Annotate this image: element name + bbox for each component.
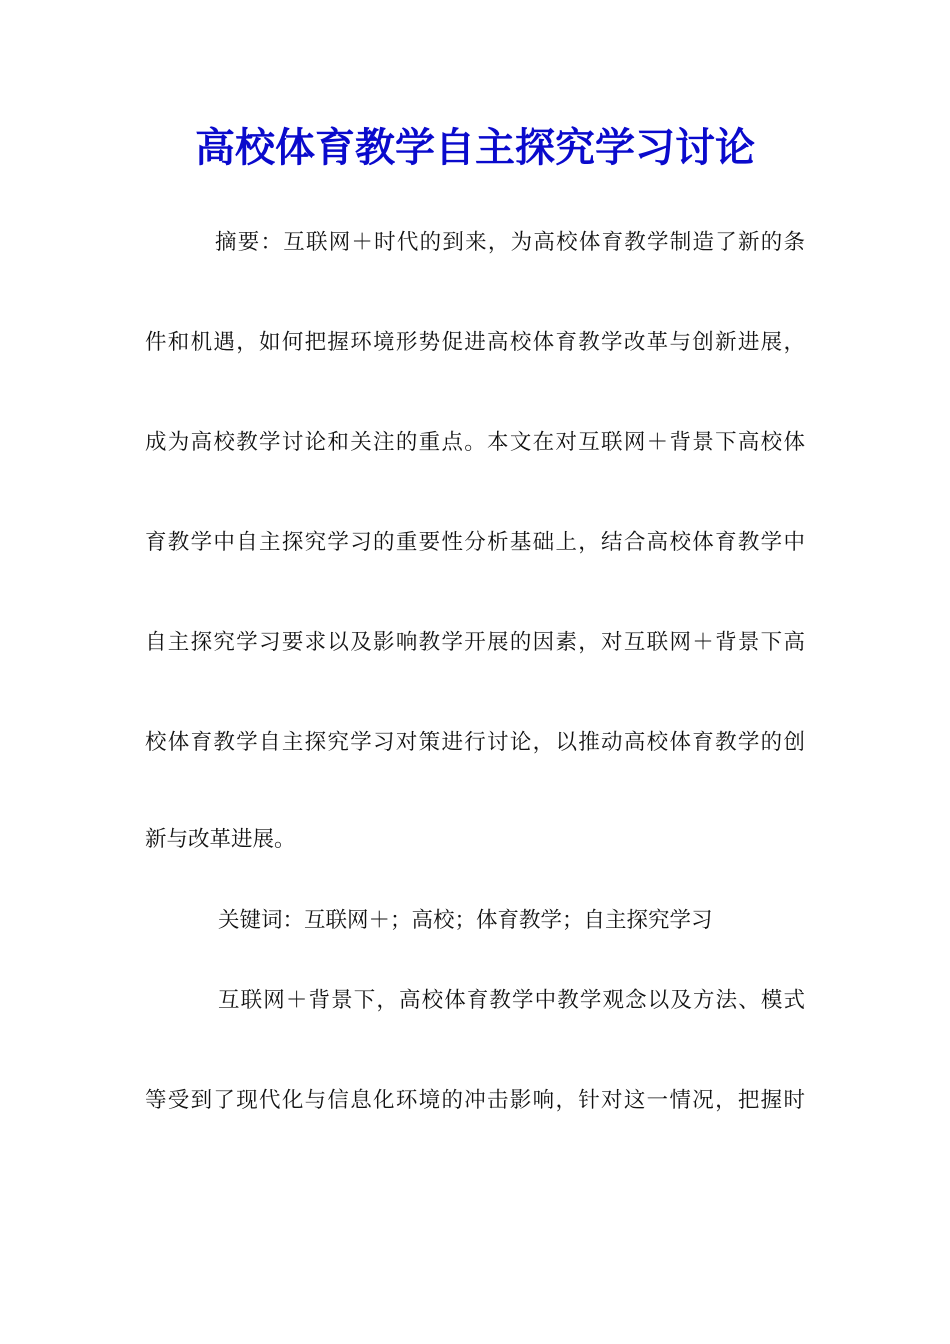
abstract-line: 校体育教学自主探究学习对策进行讨论，以推动高校体育教学的创	[145, 730, 805, 755]
abstract-line: 新与改革进展。	[145, 827, 296, 852]
abstract-line: 成为高校教学讨论和关注的重点。本文在对互联网＋背景下高校体	[145, 430, 805, 455]
abstract-line: 件和机遇，如何把握环境形势促进高校体育教学改革与创新进展，	[145, 330, 805, 355]
body-line: 等受到了现代化与信息化环境的冲击影响，针对这一情况，把握时	[145, 1088, 805, 1113]
abstract-line: 育教学中自主探究学习的重要性分析基础上，结合高校体育教学中	[145, 530, 805, 555]
keywords-line: 关键词：互联网＋；高校；体育教学；自主探究学习	[218, 908, 713, 933]
abstract-line: 自主探究学习要求以及影响教学开展的因素，对互联网＋背景下高	[145, 630, 805, 655]
body-line: 互联网＋背景下，高校体育教学中教学观念以及方法、模式	[218, 988, 805, 1013]
document-title: 高校体育教学自主探究学习讨论	[195, 124, 755, 171]
abstract-line: 摘要：互联网＋时代的到来，为高校体育教学制造了新的条	[215, 230, 805, 255]
